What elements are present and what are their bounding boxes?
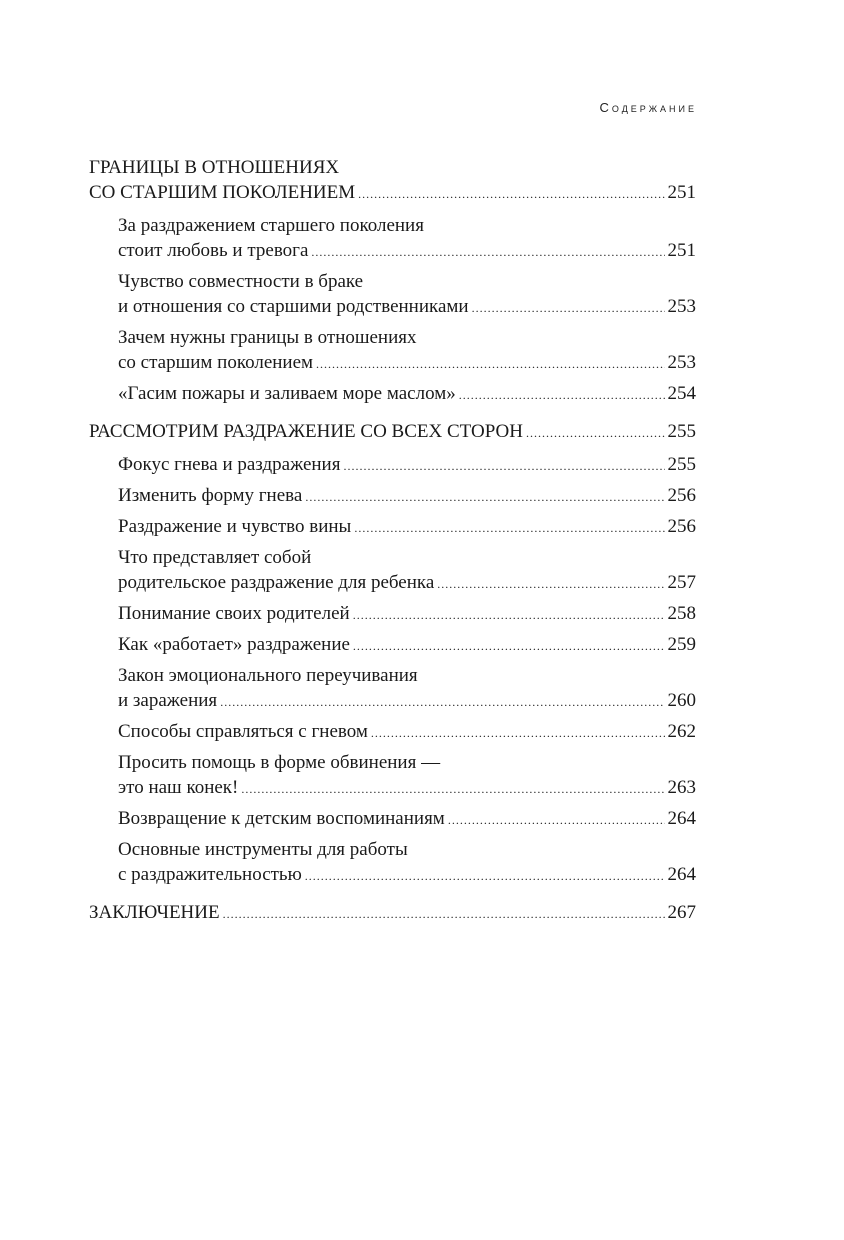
toc-subentry[interactable]	[89, 514, 696, 539]
dot-leader	[353, 640, 665, 652]
toc-page-number: 254	[667, 383, 696, 404]
toc-entry-last-line	[118, 862, 696, 887]
dot-leader	[220, 696, 664, 708]
dot-leader	[316, 358, 664, 370]
toc-entry-title-line: РАССМОТРИМ РАЗДРАЖЕНИЕ СО ВСЕХ СТОРОН	[89, 421, 523, 442]
toc-subentry[interactable]	[89, 806, 696, 831]
toc-page-number: 264	[667, 864, 696, 885]
toc-part-entry[interactable]	[89, 419, 696, 444]
toc-entry-title-line: и заражения	[118, 690, 218, 711]
toc-page-number: 263	[667, 777, 696, 798]
toc-subentry[interactable]	[89, 837, 696, 887]
toc-entry-title-line: Возвращение к детским воспоминаниям	[118, 808, 445, 829]
toc-entry-title-line: Основные инструменты для работы	[118, 839, 408, 860]
toc-entry-title-line: Чувство совместности в браке	[118, 271, 364, 292]
toc-entry-last-line	[118, 381, 696, 406]
toc-entry-last-line	[118, 294, 696, 319]
toc-subentry[interactable]	[89, 381, 696, 406]
toc-entry-title-line: Способы справляться с гневом	[118, 721, 368, 742]
toc-entry-last-line	[118, 238, 696, 263]
toc-page-number: 259	[667, 634, 696, 655]
toc-page-number: 253	[667, 352, 696, 373]
toc-entry-title-line: и отношения со старшими родственниками	[118, 296, 469, 317]
toc-entry-title-line: Как «работает» раздражение	[118, 634, 350, 655]
toc-page-number: 267	[667, 902, 696, 923]
toc-subentry[interactable]	[89, 750, 696, 800]
dot-leader	[311, 246, 664, 258]
toc-page-number: 251	[667, 182, 696, 203]
dot-leader	[353, 609, 665, 621]
toc-entry-last-line	[118, 601, 696, 626]
running-header-title: Содержание	[599, 100, 697, 115]
toc-entry-title-line: За раздражением старшего поколения	[118, 215, 424, 236]
toc-page-number: 257	[667, 572, 696, 593]
toc-entry-title-line: это наш конек!	[118, 777, 239, 798]
toc-entry-last-line	[118, 452, 696, 477]
dot-leader	[305, 870, 665, 882]
toc-subentry[interactable]	[89, 601, 696, 626]
toc-subentry[interactable]	[89, 719, 696, 744]
table-of-contents	[89, 155, 696, 925]
toc-entry-title-line: Закон эмоционального переучивания	[118, 665, 418, 686]
dot-leader	[343, 460, 664, 472]
toc-subentry[interactable]	[89, 632, 696, 657]
dot-leader	[358, 188, 664, 200]
toc-subentry[interactable]	[89, 452, 696, 477]
toc-entry-last-line	[89, 180, 696, 205]
toc-page-number: 260	[667, 690, 696, 711]
dot-leader	[437, 578, 664, 590]
toc-entry-last-line	[89, 419, 696, 444]
toc-page-number: 255	[667, 421, 696, 442]
toc-entry-last-line	[118, 632, 696, 657]
dot-leader	[459, 389, 665, 401]
toc-page-number: 251	[667, 240, 696, 261]
toc-subentry[interactable]	[89, 483, 696, 508]
toc-page-number: 258	[667, 603, 696, 624]
toc-page-number: 255	[667, 454, 696, 475]
dot-leader	[354, 522, 664, 534]
toc-page-number: 256	[667, 485, 696, 506]
toc-entry-last-line	[118, 775, 696, 800]
toc-entry-last-line	[118, 570, 696, 595]
dot-leader	[223, 908, 665, 920]
toc-entry-last-line	[118, 483, 696, 508]
toc-entry-last-line	[118, 719, 696, 744]
toc-entry-title-line: со старшим поколением	[118, 352, 314, 373]
dot-leader	[371, 727, 665, 739]
toc-subentry[interactable]	[89, 545, 696, 595]
toc-subentry[interactable]	[89, 213, 696, 263]
toc-entry-last-line	[118, 350, 696, 375]
toc-subentry[interactable]	[89, 663, 696, 713]
dot-leader	[472, 302, 665, 314]
toc-entry-last-line	[118, 688, 696, 713]
toc-entry-title-line: Изменить форму гнева	[118, 485, 303, 506]
toc-entry-title-line: Что представляет собой	[118, 547, 312, 568]
toc-entry-title-line: СО СТАРШИМ ПОКОЛЕНИЕМ	[89, 182, 356, 203]
dot-leader	[526, 427, 665, 439]
toc-entry-title-line: Фокус гнева и раздражения	[118, 454, 341, 475]
toc-page-number: 253	[667, 296, 696, 317]
toc-page-number: 256	[667, 516, 696, 537]
toc-entry-title-line: стоит любовь и тревога	[118, 240, 309, 261]
toc-part-entry[interactable]	[89, 900, 696, 925]
toc-page-number: 264	[667, 808, 696, 829]
toc-entry-title-line: Зачем нужны границы в отношениях	[118, 327, 417, 348]
toc-entry-title-line: «Гасим пожары и заливаем море маслом»	[118, 383, 456, 404]
toc-page-number: 262	[667, 721, 696, 742]
toc-entry-title-line: Раздражение и чувство вины	[118, 516, 352, 537]
toc-subentry[interactable]	[89, 269, 696, 319]
toc-entry-last-line	[118, 806, 696, 831]
toc-part-entry[interactable]	[89, 155, 696, 205]
toc-entry-title-line: родительское раздражение для ребенка	[118, 572, 435, 593]
toc-entry-title-line: ГРАНИЦЫ В ОТНОШЕНИЯХ	[89, 157, 340, 178]
toc-entry-title-line: с раздражительностью	[118, 864, 302, 885]
toc-entry-title-line: Просить помощь в форме обвинения —	[118, 752, 441, 773]
toc-entry-title-line: ЗАКЛЮЧЕНИЕ	[89, 902, 220, 923]
dot-leader	[241, 783, 664, 795]
toc-entry-title-line: Понимание своих родителей	[118, 603, 350, 624]
toc-subentry[interactable]	[89, 325, 696, 375]
dot-leader	[305, 491, 664, 503]
dot-leader	[448, 814, 665, 826]
toc-entry-last-line	[89, 900, 696, 925]
toc-entry-last-line	[118, 514, 696, 539]
